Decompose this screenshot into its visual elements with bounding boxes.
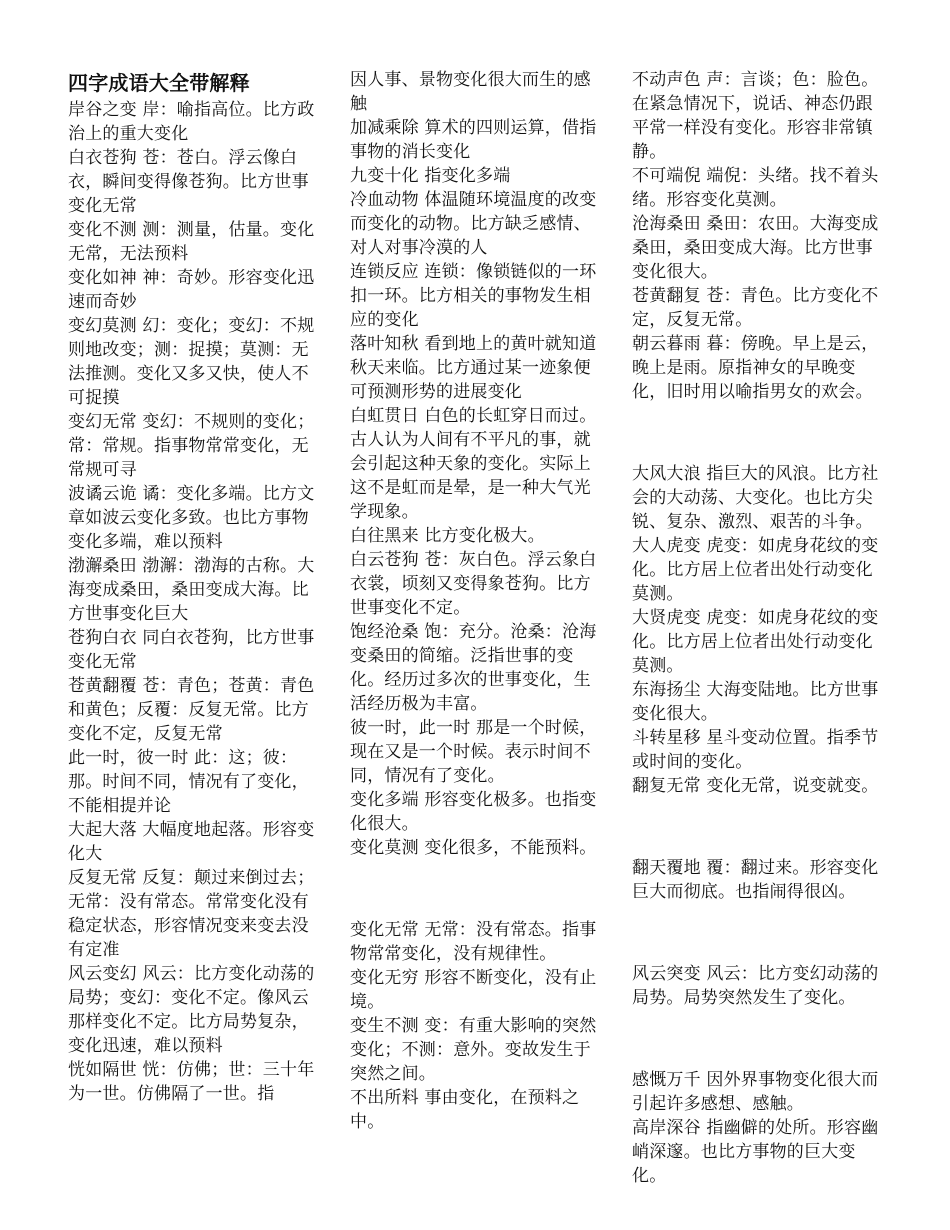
idiom-entry: 渤澥桑田 渤澥：渤海的古称。大海变成桑田，桑田变成大海。比方世事变化巨大	[68, 556, 315, 624]
column-3	[632, 68, 884, 1188]
idiom-entry: 苍黄翻复 苍：青色。比方变化不定，反复无常。	[632, 286, 879, 330]
idiom-entry: 变生不测 变：有重大影响的突然变化；不测：意外。变故发生于突然之间。	[350, 1016, 597, 1084]
column-1	[68, 68, 320, 1106]
idiom-entry: 因人事、景物变化很大而生的感触	[350, 70, 591, 114]
idiom-entry: 此一时，彼一时 此：这；彼：那。时间不同，情况有了变化，不能相提并论	[68, 748, 309, 816]
idiom-entry: 波谲云诡 谲：变化多端。比方文章如波云变化多致。也比方事物变化多端，难以预料	[68, 484, 315, 552]
idiom-entry: 变化无常 无常：没有常态。指事物常常变化，没有规律性。	[350, 920, 597, 964]
idiom-entry: 九变十化 指变化多端	[350, 166, 511, 186]
paragraph-gap	[632, 421, 884, 445]
idiom-entry: 大贤虎变 虎变：如虎身花纹的变化。比方居上位者出处行动变化莫测。	[632, 608, 879, 676]
idiom-entry: 不动声色 声：言谈；色：脸色。在紧急情况下，说话、神态仍跟平常一样没有变化。形容非常镇静。	[632, 70, 879, 162]
idiom-entry: 白衣苍狗 苍：苍白。浮云像白衣，瞬间变得像苍狗。比方世事变化无常	[68, 148, 309, 216]
idiom-entry: 落叶知秋 看到地上的黄叶就知道秋天来临。比方通过某一迹象便可预测形势的进展变化	[350, 334, 597, 402]
idiom-entry: 反复无常 反复：颠过来倒过去；无常：没有常态。常常变化没有稳定状态，形容情况变来变去没有定准	[68, 868, 315, 960]
idiom-entry: 感慨万千 因外界事物变化很大而引起许多感想、感触。	[632, 1070, 879, 1114]
idiom-entry: 东海扬尘 大海变陆地。比方世事变化很大。	[632, 680, 879, 724]
document-title: 四字成语大全带解释	[68, 71, 250, 95]
idiom-entry: 恍如隔世 恍：仿佛；世：三十年为一世。仿佛隔了一世。指	[68, 1060, 315, 1104]
idiom-entry: 翻复无常 变化无常，说变就变。	[632, 776, 879, 796]
idiom-entry: 加减乘除 算术的四则运算，借指事物的消长变化	[350, 118, 597, 162]
idiom-entry: 变化多端 形容变化极多。也指变化很大。	[350, 790, 597, 834]
idiom-entry: 变化如神 神：奇妙。形容变化迅速而奇妙	[68, 268, 315, 312]
idiom-entry: 饱经沧桑 饱：充分。沧桑：沧海变桑田的简缩。泛指世事的变化。经历过多次的世事变化，生活经历极为丰富。	[350, 622, 597, 714]
idiom-entry: 变化莫测 变化很多，不能预料。	[350, 838, 597, 858]
idiom-entry: 斗转星移 星斗变动位置。指季节或时间的变化。	[632, 728, 879, 772]
idiom-entry: 变幻莫测 幻：变化；变幻：不规则地改变；测：捉摸；莫测：无法推测。变化又多又快，使人不可捉摸	[68, 316, 315, 408]
idiom-entry: 大起大落 大幅度地起落。形容变化大	[68, 820, 315, 864]
idiom-entry: 高岸深谷 指幽僻的处所。形容幽峭深邃。也比方事物的巨大变化。	[632, 1118, 879, 1186]
idiom-entry: 大风大浪 指巨大的风浪。比方社会的大动荡、大变化。也比方尖锐、复杂、激烈、艰苦的斗争。	[632, 464, 879, 532]
idiom-entry: 彼一时，此一时 那是一个时候，现在又是一个时候。表示时间不同，情况有了变化。	[350, 718, 597, 786]
idiom-entry: 朝云暮雨 暮：傍晚。早上是云，晚上是雨。原指神女的早晚变化，旧时用以喻指男女的欢会。	[632, 334, 879, 402]
idiom-entry: 不可端倪 端倪：头绪。找不着头绪。形容变化莫测。	[632, 166, 879, 210]
idiom-entry: 变幻无常 变幻：不规则的变化；常：常规。指事物常常变化，无常规可寻	[68, 412, 315, 480]
idiom-entry: 白虹贯日 白色的长虹穿日而过。古人认为人间有不平凡的事，就会引起这种天象的变化。实际上这不是虹而是晕，是一种大气光学现象。	[350, 406, 597, 522]
idiom-entry: 变化不测 测：测量，估量。变化无常，无法预料	[68, 220, 315, 264]
idiom-entry: 风云变幻 风云：比方变化动荡的局势；变幻：变化不定。像风云那样变化不定。比方局势复杂，变化迅速，难以预料	[68, 964, 315, 1056]
paragraph-gap	[632, 921, 884, 945]
idiom-entry: 白往黑来 比方变化极大。	[350, 526, 545, 546]
idiom-entry: 不出所料 事由变化，在预料之中。	[350, 1088, 580, 1132]
idiom-entry: 翻天覆地 覆：翻过来。形容变化巨大而彻底。也指闹得很凶。	[632, 858, 879, 902]
idiom-entry: 岸谷之变 岸：喻指高位。比方政治上的重大变化	[68, 100, 315, 144]
paragraph-gap	[632, 815, 884, 839]
idiom-entry: 苍狗白衣 同白衣苍狗，比方世事变化无常	[68, 628, 315, 672]
idiom-entry: 沧海桑田 桑田：农田。大海变成桑田，桑田变成大海。比方世事变化很大。	[632, 214, 879, 282]
idiom-entry: 苍黄翻覆 苍：青色；苍黄：青色和黄色；反覆：反复无常。比方变化不定，反复无常	[68, 676, 315, 744]
idiom-entry: 大人虎变 虎变：如虎身花纹的变化。比方居上位者出处行动变化莫测。	[632, 536, 879, 604]
idiom-entry: 白云苍狗 苍：灰白色。浮云象白衣裳，顷刻又变得象苍狗。比方世事变化不定。	[350, 550, 597, 618]
paragraph-gap	[350, 877, 602, 901]
paragraph-gap	[632, 1027, 884, 1051]
idiom-entry: 风云突变 风云：比方变幻动荡的局势。局势突然发生了变化。	[632, 964, 879, 1008]
idiom-entry: 连锁反应 连锁：像锁链似的一环扣一环。比方相关的事物发生相应的变化	[350, 262, 597, 330]
idiom-entry: 变化无穷 形容不断变化，没有止境。	[350, 968, 597, 1012]
idiom-entry: 冷血动物 体温随环境温度的改变而变化的动物。比方缺乏感情、对人对事冷漠的人	[350, 190, 597, 258]
column-2	[350, 68, 602, 1134]
